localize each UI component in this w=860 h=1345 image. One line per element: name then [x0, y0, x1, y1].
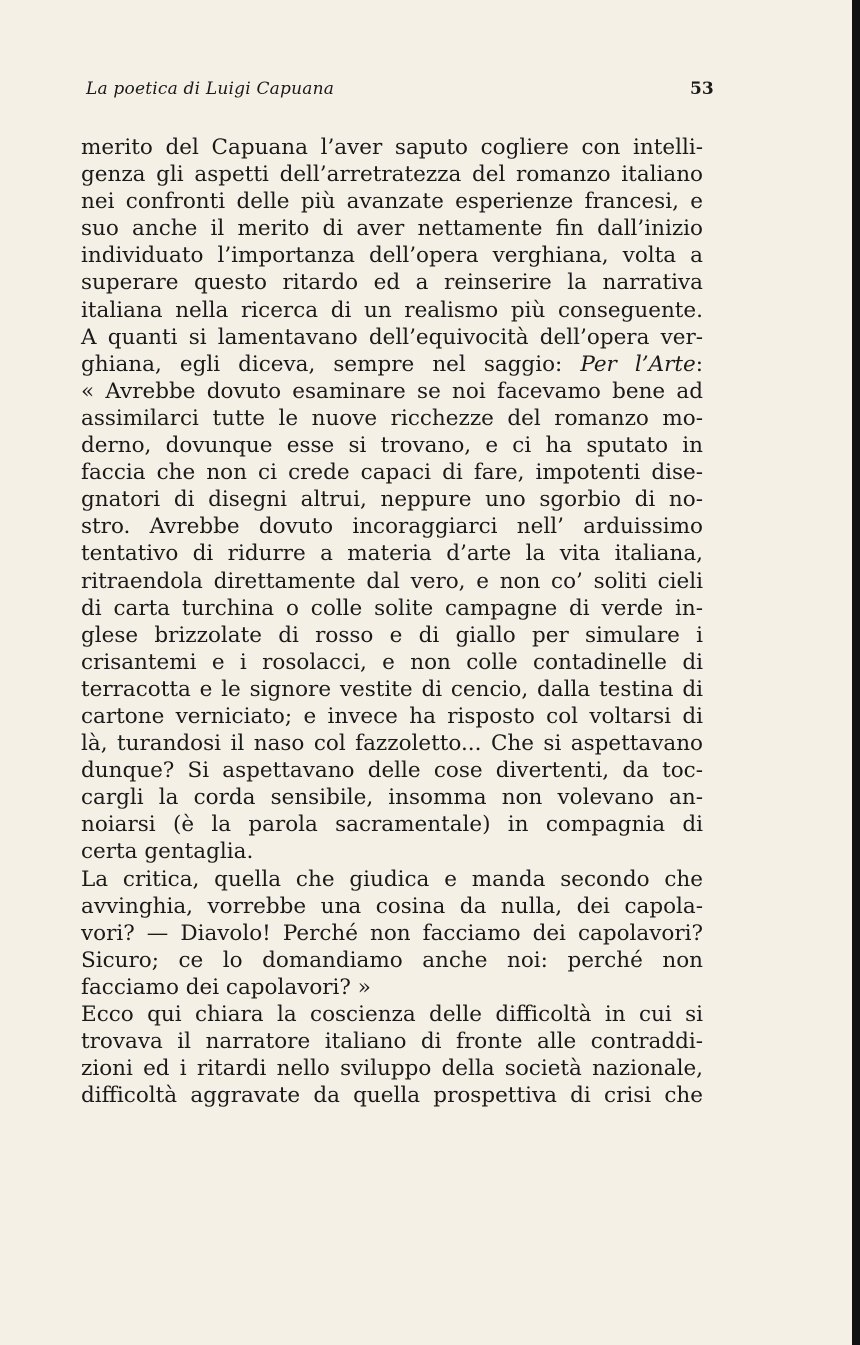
- text-line: avvinghia, vorrebbe una cosina da nulla, dei capola-: [81, 893, 703, 919]
- page-edge-shadow: [852, 0, 860, 1345]
- text-line: glese brizzolate di rosso e di giallo per simulare i: [81, 622, 703, 648]
- text-line: certa gentaglia.: [81, 839, 254, 865]
- text-line: italiana nella ricerca di un realismo più conseguente.: [81, 297, 703, 323]
- text-line: A quanti si lamentavano dell’equivocità dell’opera ver-: [81, 324, 703, 350]
- text-line: trovava il narratore italiano di fronte alle contraddi-: [81, 1029, 703, 1055]
- text-line: cargli la corda sensibile, insomma non volevano an-: [81, 785, 703, 811]
- text-line: facciamo dei capolavori? »: [81, 974, 371, 1000]
- text-line: merito del Capuana l’aver saputo cogliere con intelli-: [81, 135, 703, 160]
- running-title: La poetica di Luigi Capuana: [86, 79, 335, 99]
- work-title: Per l’Arte: [580, 351, 696, 377]
- text-line: zioni ed i ritardi nello sviluppo della società nazionale,: [81, 1056, 703, 1082]
- text-line: individuato l’importanza dell’opera verghiana, volta a: [81, 243, 703, 269]
- text-line: Ecco qui chiara la coscienza delle difficoltà in cui si: [81, 1002, 703, 1027]
- text-line: gnatori di disegni altrui, neppure uno sgorbio di no-: [81, 487, 703, 513]
- text-line: terracotta e le signore vestite di cencio, dalla testina di: [81, 676, 703, 702]
- text-line: difficoltà aggravate da quella prospettiva di crisi che: [81, 1083, 703, 1109]
- text-line: ritraendola direttamente dal vero, e non co’ soliti cieli: [81, 568, 703, 594]
- text-line: superare questo ritardo ed a reinserire la narrativa: [81, 270, 703, 296]
- text-line: derno, dovunque esse si trovano, e ci ha sputato in: [81, 433, 703, 459]
- page-number: 53: [690, 79, 714, 99]
- text-line: là, turandosi il naso col fazzoletto... Che si aspettavano: [81, 731, 703, 757]
- text-line: cartone verniciato; e invece ha risposto col voltarsi di: [81, 703, 703, 729]
- text-line: suo anche il merito di aver nettamente fin dall’inizio: [81, 216, 703, 242]
- text-line: crisantemi e i rosolacci, e non colle contadinelle di: [81, 649, 703, 675]
- text-line: di carta turchina o colle solite campagne di verde in-: [81, 595, 703, 621]
- text-line: dunque? Si aspettavano delle cose divertenti, da toc-: [81, 758, 703, 784]
- text-line: nei confronti delle più avanzate esperienze francesi, e: [81, 189, 703, 215]
- text-line: genza gli aspetti dell’arretratezza del romanzo italiano: [81, 162, 703, 188]
- text-line: « Avrebbe dovuto esaminare se noi facevamo bene ad: [81, 378, 703, 404]
- text-line: stro. Avrebbe dovuto incoraggiarci nell’ arduissimo: [81, 514, 703, 540]
- text-line: La critica, quella che giudica e manda secondo che: [81, 866, 703, 892]
- text-line: noiarsi (è la parola sacramentale) in compagnia di: [81, 812, 703, 838]
- body-text: [81, 134, 703, 1109]
- text-line: tentativo di ridurre a materia d’arte la vita italiana,: [81, 541, 703, 567]
- text-line: assimilarci tutte le nuove ricchezze del romanzo mo-: [81, 405, 703, 431]
- text-line: faccia che non ci crede capaci di fare, impotenti dise-: [81, 460, 703, 486]
- text-line: Sicuro; ce lo domandiamo anche noi: perché non: [81, 947, 703, 973]
- text-line: ghiana, egli diceva, sempre nel saggio: Per l’Arte:: [81, 351, 703, 377]
- text-line: vori? — Diavolo! Perché non facciamo dei capolavori?: [81, 920, 703, 946]
